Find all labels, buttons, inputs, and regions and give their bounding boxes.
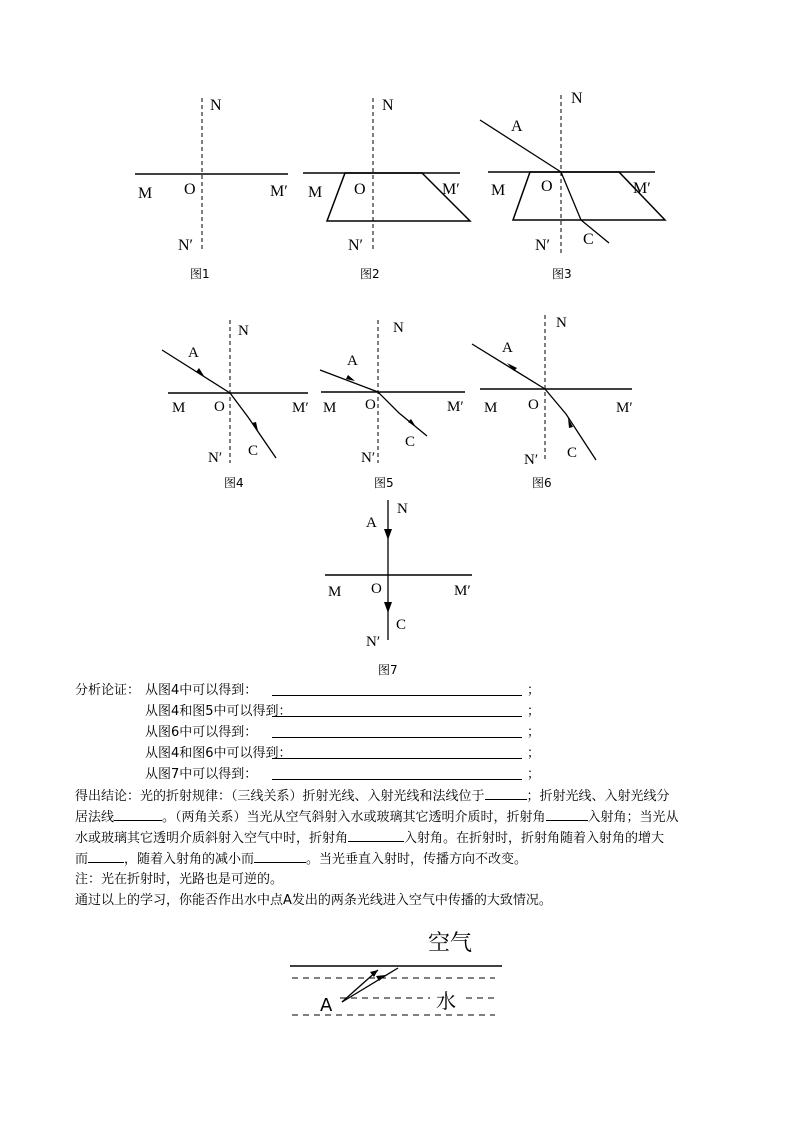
blank-increase[interactable] bbox=[88, 848, 124, 863]
analysis-item-2: 从图4和图5中可以得到： bbox=[145, 704, 292, 719]
figure-1 bbox=[130, 90, 300, 280]
label-m-prime: M′ bbox=[454, 583, 471, 599]
label-o: O bbox=[184, 181, 196, 198]
semicolon-5: ； bbox=[527, 767, 541, 782]
label-n-prime: N′ bbox=[366, 634, 381, 650]
analysis-item-4: 从图4和图6中可以得到： bbox=[145, 746, 292, 761]
figure-6-caption: 图6 bbox=[532, 476, 552, 490]
semicolon-3: ； bbox=[527, 725, 541, 740]
conclusion-text: 。当光垂直入射时，传播方向不改变。 bbox=[306, 852, 528, 867]
label-m-prime: M′ bbox=[616, 400, 633, 416]
figure-7-caption: 图7 bbox=[378, 663, 398, 677]
conclusion-line-1 bbox=[75, 785, 670, 807]
conclusion-text: 得出结论：光的折射规律：（三线关系）折射光线、入射光线和法线位于 bbox=[75, 789, 485, 804]
conclusion-text: 而 bbox=[75, 852, 89, 867]
label-o: O bbox=[528, 397, 539, 413]
blank-sides[interactable] bbox=[114, 806, 162, 821]
label-n-prime: N′ bbox=[178, 237, 194, 254]
note-line: 注：光在折射时，光路也是可逆的。 bbox=[75, 872, 284, 887]
label-m: M bbox=[491, 182, 506, 199]
label-m-prime: M′ bbox=[292, 400, 309, 416]
label-o: O bbox=[365, 397, 376, 413]
label-o: O bbox=[541, 178, 553, 195]
label-a: A bbox=[366, 515, 377, 531]
label-n: N bbox=[210, 97, 222, 114]
label-n-prime: N′ bbox=[524, 452, 539, 468]
label-n: N bbox=[382, 97, 394, 114]
label-a: A bbox=[502, 340, 513, 356]
conclusion-text: 入射角；当光从 bbox=[587, 810, 679, 825]
figure-1-caption: 图1 bbox=[190, 267, 210, 281]
figure-3-caption: 图3 bbox=[552, 267, 572, 281]
point-a-label: A bbox=[320, 995, 333, 1016]
semicolon-2: ； bbox=[527, 704, 541, 719]
figure-5 bbox=[315, 315, 475, 480]
label-m-prime: M′ bbox=[442, 181, 460, 198]
incident-ray bbox=[320, 370, 378, 392]
answer-blank-2[interactable] bbox=[272, 715, 522, 717]
refracted-ray bbox=[378, 392, 427, 436]
label-o: O bbox=[371, 581, 382, 597]
conclusion-text: ，随着入射角的减小而 bbox=[124, 852, 255, 867]
label-n-prime: N′ bbox=[535, 237, 551, 254]
label-o: O bbox=[214, 399, 225, 415]
label-c: C bbox=[567, 445, 578, 461]
label-c: C bbox=[396, 617, 407, 633]
water-air-figure bbox=[280, 920, 520, 1025]
label-m-prime: M′ bbox=[633, 180, 651, 197]
conclusion-text: 水或玻璃其它透明介质斜射入空气中时，折射角 bbox=[75, 831, 349, 846]
incident-arrow bbox=[196, 368, 204, 376]
figure-7 bbox=[320, 495, 480, 655]
label-m-prime: M′ bbox=[447, 399, 464, 415]
label-m: M bbox=[484, 400, 498, 416]
light-ray-2 bbox=[342, 968, 398, 1002]
label-n-prime: N′ bbox=[361, 450, 376, 466]
water-label: 水 bbox=[436, 989, 456, 1013]
conclusion-text: ；折射光线、入射光线分 bbox=[526, 789, 670, 804]
figure-2 bbox=[300, 90, 480, 280]
conclusion-line-2 bbox=[75, 806, 679, 828]
incident-arrow bbox=[384, 529, 392, 540]
figure-2-caption: 图2 bbox=[360, 267, 380, 281]
label-n: N bbox=[571, 90, 583, 107]
label-a: A bbox=[188, 345, 199, 361]
air-label: 空气 bbox=[428, 931, 473, 956]
label-c: C bbox=[405, 434, 416, 450]
task-line: 通过以上的学习，你能否作出水中点A发出的两条光线进入空气中传播的大致情况。 bbox=[75, 893, 552, 908]
semicolon-1: ； bbox=[527, 683, 541, 698]
label-m: M bbox=[308, 184, 323, 201]
refracted-arrow bbox=[384, 602, 392, 613]
semicolon-4: ； bbox=[527, 746, 541, 761]
label-n-prime: N′ bbox=[348, 237, 364, 254]
label-n: N bbox=[393, 320, 404, 336]
label-n: N bbox=[238, 323, 249, 339]
analysis-item-1: 从图4中可以得到： bbox=[145, 683, 258, 698]
figure-6 bbox=[470, 310, 640, 475]
answer-blank-4[interactable] bbox=[272, 757, 522, 759]
blank-decrease[interactable] bbox=[254, 848, 306, 863]
label-m: M bbox=[328, 584, 342, 600]
label-c: C bbox=[583, 231, 594, 248]
label-m: M bbox=[172, 400, 186, 416]
conclusion-line-4 bbox=[75, 848, 527, 870]
conclusion-text: 。（两角关系）当光从空气斜射入水或玻璃其它透明介质时，折射角 bbox=[162, 810, 546, 825]
figure-4-caption: 图4 bbox=[224, 476, 244, 490]
label-c: C bbox=[248, 443, 259, 459]
answer-blank-5[interactable] bbox=[272, 778, 522, 780]
blank-angle-2[interactable] bbox=[348, 827, 404, 842]
answer-blank-1[interactable] bbox=[272, 694, 522, 696]
blank-angle-1[interactable] bbox=[546, 806, 588, 821]
label-n: N bbox=[397, 501, 408, 517]
label-m: M bbox=[138, 185, 153, 202]
label-n-prime: N′ bbox=[208, 450, 223, 466]
refracted-arrow bbox=[252, 422, 258, 431]
label-n: N bbox=[556, 315, 567, 331]
label-m: M bbox=[323, 400, 337, 416]
answer-blank-3[interactable] bbox=[272, 736, 522, 738]
conclusion-text: 入射角。在折射时，折射角随着入射角的增大 bbox=[404, 831, 665, 846]
conclusion-line-3 bbox=[75, 827, 664, 849]
label-o: O bbox=[354, 181, 366, 198]
refracted-arrow bbox=[408, 419, 416, 427]
label-a: A bbox=[347, 353, 358, 369]
figure-5-caption: 图5 bbox=[374, 476, 394, 490]
analysis-item-5: 从图7中可以得到： bbox=[145, 767, 258, 782]
figure-3 bbox=[475, 85, 675, 285]
label-m-prime: M′ bbox=[270, 183, 288, 200]
figure-4 bbox=[160, 315, 320, 480]
blank-plane[interactable] bbox=[485, 785, 527, 800]
analysis-item-3: 从图6中可以得到： bbox=[145, 725, 258, 740]
label-a: A bbox=[511, 118, 523, 135]
analysis-heading: 分析论证： bbox=[75, 683, 141, 698]
conclusion-text: 居法线 bbox=[75, 810, 115, 825]
